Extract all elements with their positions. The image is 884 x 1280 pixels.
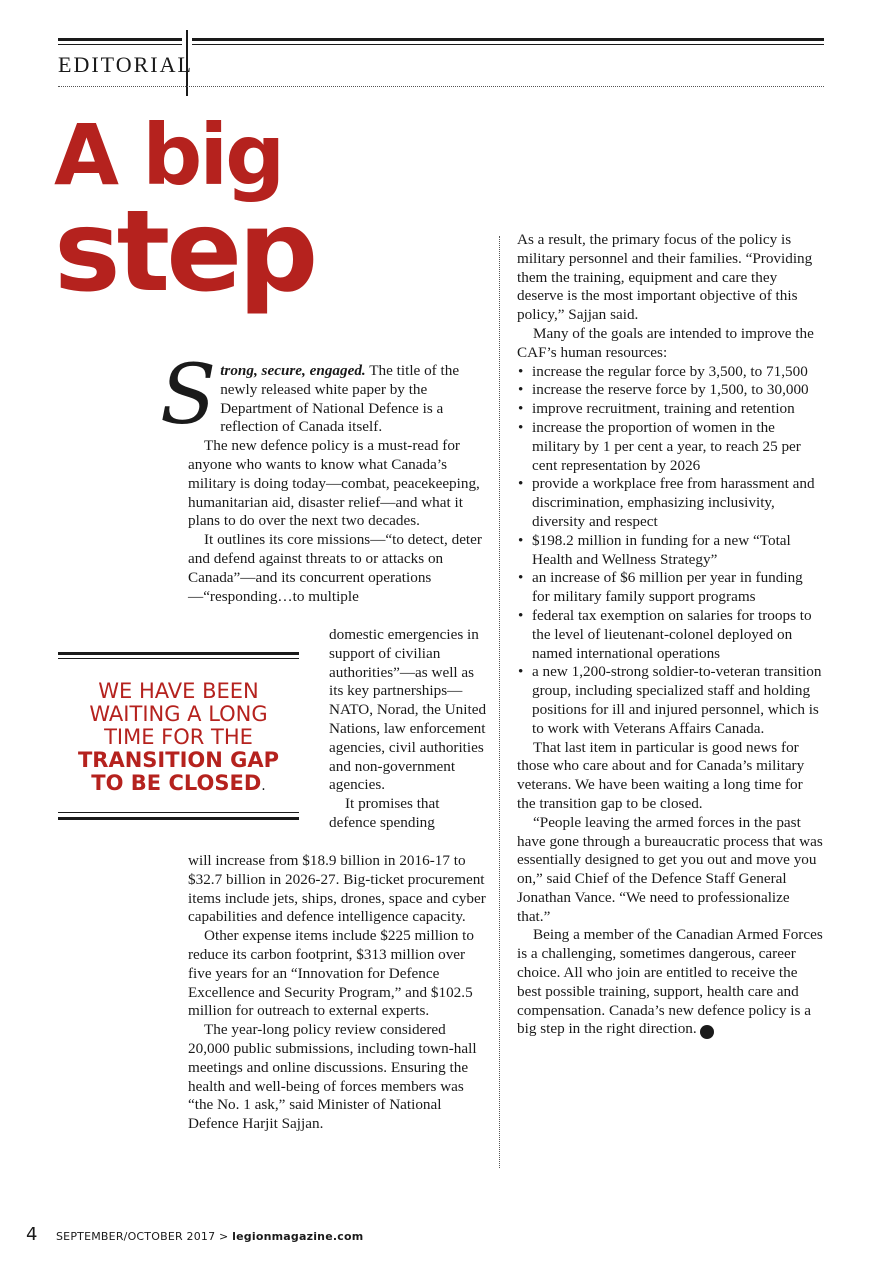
header-rule-right-thin [192,44,824,45]
header-rule-left-thick [58,38,182,41]
pull-quote-rule-top-thin [58,658,299,659]
list-item: • increase the reserve force by 1,500, to 30,000 [517,381,823,400]
list-item: • an increase of $6 million per year in funding for military family support programs [517,569,823,607]
header-rule-right-thick [192,38,824,41]
column-separator [499,236,500,1168]
paragraph-1-text: The title of the newly released white paper by the Department of National Defence is a reflection of Canada itself. [220,362,460,436]
section-label: EDITORIAL [58,52,193,77]
col2-paragraph-1: As a result, the primary focus of the policy is military personnel and their families. “Providing them the training, equipment and care they deserve is the most important objective of this policy,” Sajjan said. [517,231,813,324]
column-1-bottom [188,852,490,1134]
list-item: • improve recruitment, training and retention [517,400,823,419]
col2-paragraph-4: “People leaving the armed forces in the past have gone through a bureaucratic process that was essentially designed to get you out and move you on,” said Chief of the Defence Staff General Jonathan Vance. “We need to professionalize that.” [517,813,823,925]
footer-issue: SEPTEMBER/OCTOBER 2017 [56,1230,216,1243]
header-dotted-rule [58,86,824,87]
footer-site-link[interactable]: legionmagazine.com [232,1230,364,1243]
pull-quote-end: . [261,778,266,794]
paragraph-2: The new defence policy is a must-read for anyone who wants to know what Canada’s military is doing today—combat, peacekeeping, humanitarian aid, disaster relief—and what it plans to do over the next two decades. [188,437,480,530]
pull-quote-line-2: WAITING A LONG [89,702,268,726]
column-2 [517,231,823,1039]
pull-quote-rule-top-thick [58,652,299,655]
drop-cap: S [160,348,217,443]
paragraph-6: The year-long policy review considered 20,000 public submissions, including town-hall meetings and online discussions. Ensuring the health and well-being of forces members was “the No. 1 ask,” said Minister of National Defence Harjit Sajjan. [188,1021,477,1133]
list-item: • a new 1,200-strong soldier-to-veteran transition group, including specialized staff and holding positions for ill and injured personnel, which is to work with Veterans Affairs Canada. [517,663,823,738]
page-number: 4 [26,1224,38,1245]
header-rule-left-thin [58,44,182,45]
col2-paragraph-3: That last item in particular is good news for those who care about and for Canada’s military veterans. We have been waiting a long time for the transition gap to be closed. [517,738,805,812]
headline [54,106,315,317]
footer [56,1230,363,1243]
goals-list [517,363,823,739]
paragraph-3b: domestic emergencies in support of civilian authorities”—as well as its key partnerships—NATO, Norad, the United Nations, law enforcement agencies, civil authorities and non-government agencies. [329,626,487,794]
list-item: • provide a workplace free from harassment and discrimination, emphasizing inclusivity, diversity and respect [517,475,823,531]
end-mark-icon: L [700,1025,714,1039]
list-item: • federal tax exemption on salaries for troops to the level of lieutenant-colonel deployed on named international operations [517,607,823,663]
col2-paragraph-2: Many of the goals are intended to improve the CAF’s human resources: [517,324,814,361]
paragraph-3a: It outlines its core missions—“to detect, deter and defend against threats to or attacks on Canada”—and its concurrent operations—“responding…to multiple [188,531,482,605]
footer-separator: > [219,1230,229,1243]
list-item: • $198.2 million in funding for a new “Total Health and Wellness Strategy” [517,532,823,570]
list-item: • increase the regular force by 3,500, to 71,500 [517,363,823,382]
pull-quote-rule-bottom-thin [58,812,299,813]
paragraph-4b: will increase from $18.9 billion in 2016-17 to $32.7 billion in 2026-27. Big-ticket procurement items include jets, ships, drones, space and cyber capabilities and defence intelligence capacity. [188,852,486,926]
column-1-top [160,348,486,606]
pull-quote-rule-bottom-thick [58,817,299,820]
paragraph-4a: It promises that defence spending [329,795,440,831]
pull-quote-bold-1: TRANSITION GAP [77,748,280,772]
headline-line-1: A big [54,106,283,204]
paragraph-1 [160,348,486,443]
headline-line-2: step [54,187,315,317]
col2-paragraph-5 [517,926,823,1039]
lead-in: trong, secure, engaged. [220,362,366,379]
pull-quote-line-3: TIME FOR THE [104,725,253,749]
list-item: • increase the proportion of women in the military by 1 per cent a year, to reach 25 per cent representation by 2026 [517,419,823,475]
column-1-narrow [329,626,489,833]
col2-paragraph-5-text: Being a member of the Canadian Armed Forces is a challenging, sometimes dangerous, career choice. All who join are entitled to receive the best possible training, support, health care and compensation. Canada’s new defence policy is a big step in the right direction. [517,926,823,1038]
pull-quote-line-1: WE HAVE BEEN [98,679,259,703]
pull-quote [58,680,299,798]
paragraph-5: Other expense items include $225 million to reduce its carbon footprint, $313 million over five years for an “Innovation for Defence Excellence and Security Program,” and $102.5 million for outreach to external experts. [188,927,474,1020]
pull-quote-bold-2: TO BE CLOSED [91,771,262,795]
